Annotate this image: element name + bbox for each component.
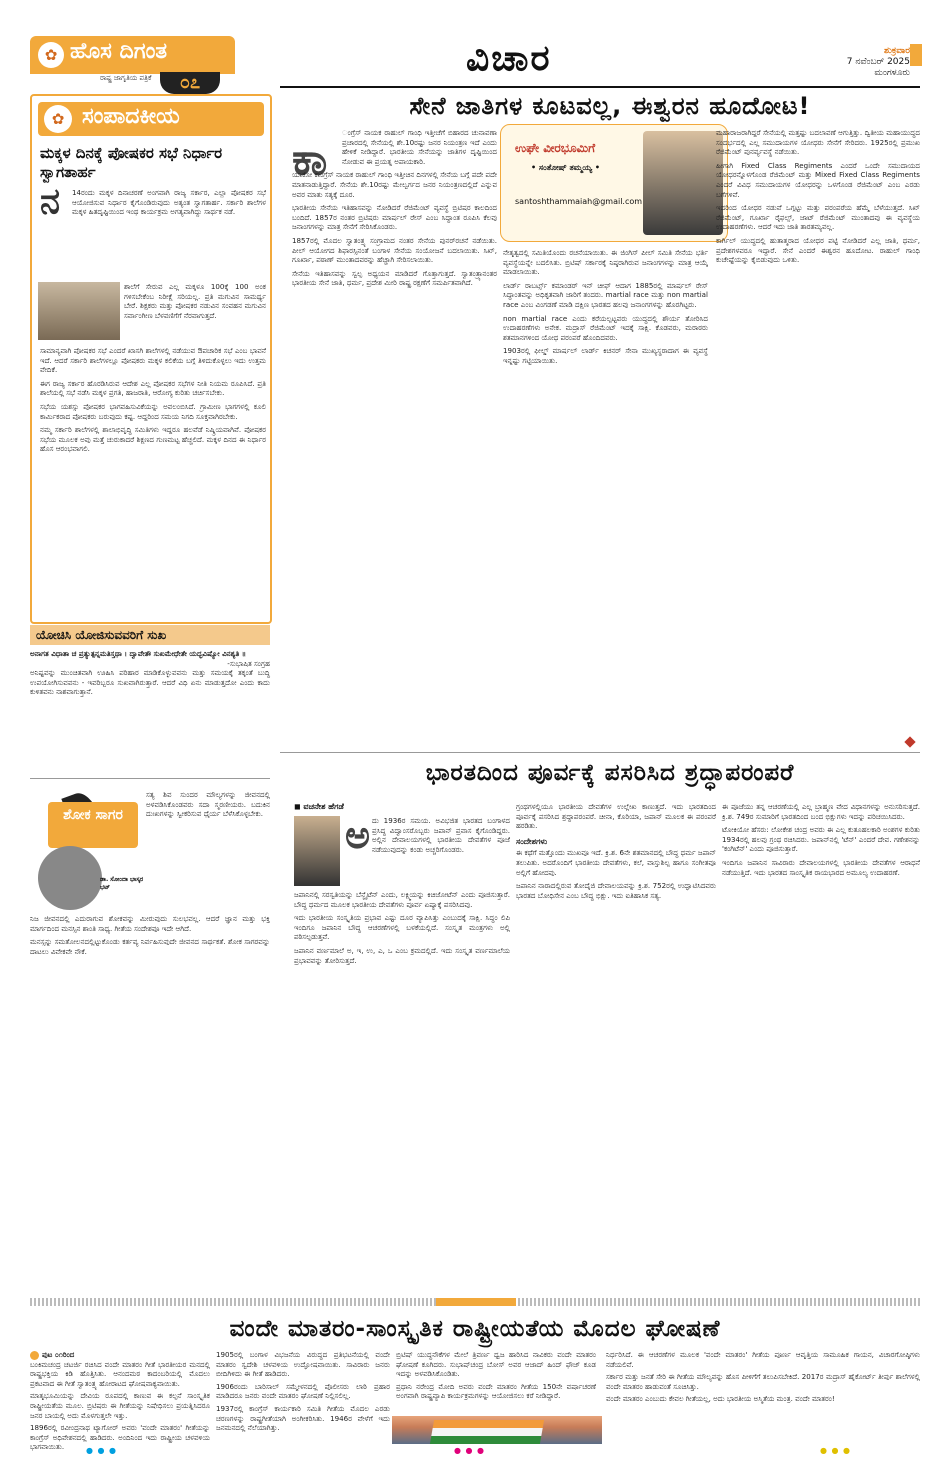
article3-lead: ಪುಟ ೦೧ರಿಂದ — [42, 1350, 75, 1359]
shoka-para: ಸತ್ಯ ಶಿವ ಸುಂದರ ಮೌಲ್ಯಗಳನ್ನು ಜೀವನದಲ್ಲಿ ಅಳವಡಿಸಿಕೊಂಡವರು ಸದಾ ಸ್ಮರಣೀಯರು. ಬದುಕಿನ ದುಃಖಗಳನ್ನು ಸ್ವೀಕರಿಸುವ ಧೈರ್ಯ ಬೆಳೆಸಿಕೊಳ್ಳಬೇಕು. — [146, 790, 270, 819]
article1-para: ಯಾಕೋ ಕಾಂಗ್ರೆಸ್ ನಾಯಕ ರಾಹುಲ್ ಗಾಂಧಿ ಇತ್ತೀಚಿನ ದಿನಗಳಲ್ಲಿ ಸೇನೆಯ ಬಗ್ಗೆ ಪದೇ ಪದೇ ಮಾತನಾಡುತ್ತಿದ್ದಾರೆ. ಸೇನೆಯ ಶೇ.10ರಷ್ಟು ಮೇಲ್ವರ್ಗದ ಜನರ ನಿಯಂತ್ರಣದಲ್ಲಿದೆ ಎನ್ನುವ ಅವರ ಮಾತು ಸತ್ಯಕ್ಕೆ ದೂರ. — [292, 170, 497, 199]
article1-para: ಹೀಗಾಗಿ Fixed Class Regiments ಎಂದರೆ ಒಂದೇ ಸಮುದಾಯದ ಯೋಧರನ್ನೊಳಗೊಂಡ ರೆಜಿಮೆಂಟ್ ಮತ್ತು Mixed Fixed Class Regiments ಎಂದರೆ ವಿವಿಧ ಸಮುದಾಯಗಳ ಯೋಧರನ್ನು ಒಳಗೊಂಡ ರೆಜಿಮೆಂಟ್ ಎಂಬ ಎರಡು ಬಗೆಗಳಿವೆ. — [716, 160, 920, 199]
article3-para: ಬಂಕಿಮಚಂದ್ರ ಚಟರ್ಜಿ ರಚಿಸಿದ ವಂದೇ ಮಾತರಂ ಗೀತೆ ಭಾರತೀಯರ ಮನದಲ್ಲಿ ರಾಷ್ಟ್ರಭಕ್ತಿಯ ಕಿಡಿ ಹೊತ್ತಿಸಿತು. ಆನಂದಮಠ ಕಾದಂಬರಿಯಲ್ಲಿ ಮೊದಲು ಪ್ರಕಟವಾದ ಈ ಗೀತೆ ಸ್ವಾತಂತ್ರ್ಯ ಹೋರಾಟದ ಘೋಷವಾಕ್ಯವಾಯಿತು. — [30, 1359, 210, 1388]
shoka-body — [30, 914, 270, 1292]
article2-col1 — [294, 890, 510, 1288]
article1-headline: ಸೇನೆ ಜಾತಿಗಳ ಕೂಟವಲ್ಲ, ಈಶ್ವರನ ಹೂದೋಟ! — [409, 92, 811, 120]
article3-col1 — [30, 1350, 210, 1452]
article2-para: ಟೋಕಿಯೋ ಹೆಸರು: ಲೋಕೇಶ ಚಂದ್ರ ಅವರು ಈ ಎಲ್ಲ ಕುತೂಹಲಕಾರಿ ಅಂಶಗಳ ಕುರಿತು 1934ರಲ್ಲಿ ಹಲವು ಗ್ರಂಥ ರಚಿಸಿದರು. ಜಪಾನ್‌ನಲ್ಲಿ 'ಟೆನ್' ಎಂದರೆ ದೇವ. ಗಣೇಶನನ್ನು 'ಕಂಗಿಟೆನ್' ಎಂದು ಪೂಜಿಸುತ್ತಾರೆ. — [722, 825, 920, 854]
article2-para: ಇದು ಭಾರತೀಯ ಸಂಸ್ಕೃತಿಯ ಪ್ರಭಾವ ಎಷ್ಟು ದೂರ ವ್ಯಾಪಿಸಿತ್ತು ಎಂಬುದಕ್ಕೆ ಸಾಕ್ಷಿ. ಸಿದ್ಧಂ ಲಿಪಿ ಇಂದಿಗೂ ಜಪಾನಿನ ಬೌದ್ಧ ಆಚರಣೆಗಳಲ್ಲಿ ಬಳಕೆಯಲ್ಲಿದೆ. ಸಂಸ್ಕೃತ ಮಂತ್ರಗಳು ಅಲ್ಲಿ ಪಠಿಸಲ್ಪಡುತ್ತವೆ. — [294, 913, 510, 942]
quote-box — [30, 625, 270, 760]
masthead-title: ಹೊಸ ದಿಗಂತ — [70, 39, 168, 64]
page-number: ೦೭ — [160, 72, 220, 94]
shoka-para: ಮನಸ್ಸನ್ನು ಸಮತೋಲನದಲ್ಲಿಟ್ಟುಕೊಂಡು ಕರ್ತವ್ಯ ನಿರ್ವಹಿಸುವುದೇ ಜೀವನದ ಸಾರ್ಥಕತೆ. ಶೋಕ ಸಾಗರವನ್ನು ದಾಟಲು ವಿವೇಕವೇ ನೌಕೆ. — [30, 937, 270, 956]
article1-dropcap: ಕಾ — [292, 134, 328, 185]
article2-dropcap: ಅ — [345, 813, 371, 857]
article1-para: ಸೇನೆಯ ಇತಿಹಾಸವನ್ನು ಸ್ವಲ್ಪ ಅಧ್ಯಯನ ಮಾಡಿದರೆ ಗೊತ್ತಾಗುತ್ತದೆ. ಸ್ವಾತಂತ್ರ್ಯಾನಂತರ ಭಾರತೀಯ ಸೇನೆ ಜಾತಿ, ಧರ್ಮ, ಪ್ರದೇಶ ಮೀರಿ ರಾಷ್ಟ್ರ ರಕ್ಷಣೆಗೆ ಸಮರ್ಪಿತವಾಗಿದೆ. — [292, 268, 497, 288]
article2-col2 — [516, 802, 716, 1288]
article1-col1 — [292, 128, 497, 748]
quote-verse: ಅನಾಗತ ವಿಧಾತಾ ಚ ಪ್ರತ್ಯುತ್ಪನ್ನಮತಿಸ್ತಥಾ । ದ್ವಾವೇತೌ ಸುಖಮೇಧೇತೇ ಯದ್ಭವಿಷ್ಯೋ ವಿನಶ್ಯತಿ ॥ — [30, 649, 247, 658]
article3-para: ಸರ್ಕಾರ ಮತ್ತು ಜನತೆ ಸೇರಿ ಈ ಗೀತೆಯ ಮೌಲ್ಯವನ್ನು ಹೊಸ ಪೀಳಿಗೆಗೆ ತಲುಪಿಸಬೇಕಿದೆ. 2017ರ ಮದ್ರಾಸ್ ಹೈಕೋರ್ಟ್ ತೀರ್ಪು ಶಾಲೆಗಳಲ್ಲಿ ವಂದೇ ಮಾತರಂ ಹಾಡುವಂತೆ ಸೂಚಿಸಿತ್ತು. — [606, 1372, 920, 1391]
date-city: ಮಂಗಳೂರು — [874, 68, 910, 78]
article1-col2 — [503, 248, 708, 748]
article2-headline: ಭಾರತದಿಂದ ಪೂರ್ವಕ್ಕೆ ಪಸರಿಸಿದ ಶ್ರದ್ಧಾಪರಂಪರೆ — [425, 760, 795, 786]
editorial-para: 14ರಂದು ಮಕ್ಕಳ ದಿನಾಚರಣೆ ಅಂಗವಾಗಿ ರಾಜ್ಯ ಸರ್ಕಾರ, ಎಲ್ಲಾ ಪೋಷಕರ ಸಭೆ ಆಯೋಜಿಸುವ ನಿರ್ಧಾರ ಕೈಗೊಂಡಿರುವುದು ಅತ್ಯಂತ ಸ್ವಾಗತಾರ್ಹ. ಸರ್ಕಾರಿ ಶಾಲೆಗಳ ಮಕ್ಕಳ ಹಿತದೃಷ್ಟಿಯಿಂದ ಇಂಥ ಕಾರ್ಯಕ್ರಮ ಅಗತ್ಯವಾಗಿದ್ದು ಸಾರ್ಥಕ ನಡೆ. — [72, 188, 266, 217]
lamp-logo-icon: ✿ — [44, 105, 72, 133]
editorial-side-text — [124, 282, 266, 342]
article1-para: ಲಾರ್ಡ್ ರಾಬರ್ಟ್ಸ್ ಕಮಾಂಡರ್ ಇನ್ ಚೀಫ್ ಆದಾಗ 1885ರಲ್ಲಿ ಮಾರ್ಷಲ್ ರೇಸ್ ಸಿದ್ಧಾಂತವನ್ನು ಅಧಿಕೃತವಾಗಿ ಜಾರಿಗೆ ತಂದರು. martial race ಮತ್ತು non martial race ಎಂಬ ವಿಂಗಡಣೆ ಮಾಡಿ ದಕ್ಷಿಣ ಭಾರತದ ಹಲವು ಜನಾಂಗಗಳನ್ನು ಹೊರಗಿಟ್ಟರು. — [503, 280, 708, 309]
article3-para: ಬ್ರಿಟಿಷ್ ಯುದ್ಧನೌಕೆಗಳ ಮೇಲೆ ತ್ರಿವರ್ಣ ಧ್ವಜ ಹಾರಿಸಿದ ನಾವಿಕರು ವಂದೇ ಮಾತರಂ ಘೋಷಣೆ ಕೂಗಿದರು. ಸುಭಾಷ್‌ಚಂದ್ರ ಬೋಸ್ ಅವರ ಆಜಾದ್ ಹಿಂದ್ ಫೌಜ್ ಕೂಡ ಇದನ್ನು ಅಳವಡಿಸಿಕೊಂಡಿತು. — [396, 1350, 596, 1379]
divider — [30, 778, 270, 779]
article3-para: ಮಾತೃಭೂಮಿಯನ್ನು ದೇವಿಯ ರೂಪದಲ್ಲಿ ಕಾಣುವ ಈ ಕಲ್ಪನೆ ಸಾಂಸ್ಕೃತಿಕ ರಾಷ್ಟ್ರೀಯತೆಯ ಮೂಲ. ಬ್ರಿಟಿಷರು ಈ ಗೀತೆಯನ್ನು ನಿಷೇಧಿಸಲು ಪ್ರಯತ್ನಿಸಿದರೂ ಜನರ ಬಾಯಲ್ಲಿ ಅದು ಮೊಳಗುತ್ತಲೇ ಇತ್ತು. — [30, 1391, 210, 1420]
column-name: ಉಘೇ ವೀರಭೂಮಿಗೆ — [515, 141, 596, 155]
quote-body — [30, 649, 270, 759]
article1-para: non martial race ಎಂದು ಕರೆಯಲ್ಪಟ್ಟವರು ಯುದ್ಧದಲ್ಲಿ ಶೌರ್ಯ ತೋರಿಸಿದ ಉದಾಹರಣೆಗಳು ಅನೇಕ. ಮದ್ರಾಸ್ ರೆಜಿಮೆಂಟ್ ಇದಕ್ಕೆ ಸಾಕ್ಷಿ. ಕೊಡವರು, ಮರಾಠರು ಶತಮಾನಗಳಿಂದ ಯೋಧ ಪರಂಪರೆ ಹೊಂದಿದವರು. — [503, 313, 708, 342]
article3-para: 1905ರಲ್ಲಿ ಬಂಗಾಳ ವಿಭಜನೆಯ ವಿರುದ್ಧದ ಪ್ರತಿಭಟನೆಯಲ್ಲಿ ವಂದೇ ಮಾತರಂ ಸ್ವದೇಶಿ ಚಳವಳಿಯ ಉದ್ಘೋಷವಾಯಿತು. ಸಾವಿರಾರು ಜನರು ಬೀದಿಗಿಳಿದು ಈ ಗೀತೆ ಹಾಡಿದರು. — [216, 1350, 390, 1379]
shoka-author: ಡಾ. ಸೋಂದಾ ಭಾಸ್ಕರ ಭಟ್ — [100, 876, 144, 891]
article2-para: ಈ ಪೂಜೆಯು ತನ್ನ ಆಚರಣೆಯಲ್ಲಿ ಎಲ್ಲ ಬ್ರಾಹ್ಮಣ ವೇದ ವಿಧಾನಗಳನ್ನು ಅನುಸರಿಸುತ್ತದೆ. ಕ್ರಿ.ಶ. 749ರ ಸುಮಾರಿಗೆ ಭಾರತದಿಂದ ಬಂದ ಭಿಕ್ಷುಗಳು ಇದನ್ನು ಪರಿಚಯಿಸಿದರು. — [722, 802, 920, 821]
article3-para: 1896ರಲ್ಲಿ ರವೀಂದ್ರನಾಥ ಟ್ಯಾಗೋರ್ ಅವರು 'ವಂದೇ ಮಾತರಂ' ಗೀತೆಯನ್ನು ಕಾಂಗ್ರೆಸ್ ಅಧಿವೇಶನದಲ್ಲಿ ಹಾಡಿದರು. ಅಂದಿನಿಂದ ಇದು ರಾಷ್ಟ್ರೀಯ ಚಳವಳಿಯ ಭಾಗವಾಯಿತು. — [30, 1423, 210, 1452]
shoka-column — [30, 790, 144, 910]
article3-para: 1937ರಲ್ಲಿ ಕಾಂಗ್ರೆಸ್ ಕಾರ್ಯಕಾರಿ ಸಮಿತಿ ಗೀತೆಯ ಮೊದಲ ಎರಡು ಚರಣಗಳನ್ನು ರಾಷ್ಟ್ರಗೀತೆಯಾಗಿ ಅಂಗೀಕರಿಸಿತು. 1946ರ ವೇಳೆಗೆ ಇದು ಜನಮನದಲ್ಲಿ ನೆಲೆಯಾಗಿತ್ತು. — [216, 1403, 390, 1433]
columnist-card — [500, 124, 728, 242]
lamp-logo-icon: ✿ — [38, 42, 64, 68]
editorial-para: ಸಭೆಯ ಯಶಸ್ಸು ಪೋಷಕರ ಭಾಗವಹಿಸುವಿಕೆಯನ್ನು ಅವಲಂಬಿಸಿದೆ. ಗ್ರಾಮೀಣ ಭಾಗಗಳಲ್ಲಿ ಕೂಲಿ ಕಾರ್ಮಿಕರಾದ ಪೋಷಕರು ಬರುವುದು ಕಷ್ಟ. ಆದ್ದರಿಂದ ಸಮಯ ನಿಗದಿ ಸೂಕ್ತವಾಗಿರಬೇಕು. — [40, 401, 266, 421]
editorial-title: ಮಕ್ಕಳ ದಿನಕ್ಕೆ ಪೋಷಕರ ಸಭೆ ನಿರ್ಧಾರ ಸ್ವಾಗತಾರ್ಹ — [40, 144, 223, 181]
article1-para: ಂಗ್ರೆಸ್ ನಾಯಕ ರಾಹುಲ್ ಗಾಂಧಿ ಇತ್ತೀಚೆಗೆ ಬಿಹಾರದ ಚುನಾವಣಾ ಪ್ರಚಾರದಲ್ಲಿ ಸೇನೆಯಲ್ಲಿ ಶೇ.10ರಷ್ಟು ಜನರ ನಿಯಂತ್ರಣ ಇದೆ ಎಂದು ಹೇಳಿಕೆ ನೀಡಿದ್ದಾರೆ. ಭಾರತೀಯ ಸೇನೆಯನ್ನು ಜಾತಿಗಳ ದೃಷ್ಟಿಯಿಂದ ನೋಡುವ ಈ ಪ್ರಯತ್ನ ಅಪಾಯಕಾರಿ. — [342, 128, 497, 166]
shoka-label: ಶೋಕ ಸಾಗರ — [48, 802, 138, 848]
quote-source: -ಸುಭಾಷಿತ ಸಂಗ್ರಹ — [227, 658, 270, 668]
article2-col3 — [722, 802, 920, 1288]
date-day: ಶುಕ್ರವಾರ — [884, 46, 910, 56]
header-rule — [280, 86, 920, 88]
registration-mark-icon: ● ● ● — [454, 1446, 486, 1455]
article3-headline: ವಂದೇ ಮಾತರಂ-ಸಾಂಸ್ಕೃತಿಕ ರಾಷ್ಟ್ರೀಯತೆಯ ಮೊದಲ ಘೋಷಣೆ — [229, 1316, 721, 1342]
article3-para — [30, 1350, 210, 1360]
article3-para: 1906ರಂದು ಬಾರಿಸಾಲ್ ಸಮ್ಮೇಳನದಲ್ಲಿ ಪೊಲೀಸರು ಲಾಠಿ ಪ್ರಹಾರ ಮಾಡಿದರೂ ಜನರು ವಂದೇ ಮಾತರಂ ಘೋಷಣೆ ನಿಲ್ಲಿಸಲಿಲ್ಲ. — [216, 1381, 390, 1401]
date-box — [800, 46, 910, 79]
article3-para: ಪ್ರಧಾನಿ ನರೇಂದ್ರ ಮೋದಿ ಅವರು ವಂದೇ ಮಾತರಂ ಗೀತೆಯ 150ನೇ ವರ್ಷಾಚರಣೆ ಅಂಗವಾಗಿ ರಾಷ್ಟ್ರವ್ಯಾಪಿ ಕಾರ್ಯಕ್ರಮಗಳನ್ನು ಆಯೋಜಿಸಲು ಕರೆ ನೀಡಿದ್ದಾರೆ. — [396, 1381, 596, 1401]
article2-para: ಇಂದಿಗೂ ಜಪಾನಿನ ಸಾವಿರಾರು ದೇವಾಲಯಗಳಲ್ಲಿ ಭಾರತೀಯ ದೇವತೆಗಳ ಆರಾಧನೆ ನಡೆಯುತ್ತಿದೆ. ಇದು ಭಾರತದ ಸಾಂಸ್ಕೃತಿಕ ರಾಯಭಾರದ ಅಮೂಲ್ಯ ಉದಾಹರಣೆ. — [722, 857, 920, 877]
article2-para: ದು 1936ರ ಸಮಯ. ಅವಿಭಜಿತ ಭಾರತದ ಬಂಗಾಳದ ಪ್ರಸಿದ್ಧ ವಿದ್ವಾಂಸರೊಬ್ಬರು ಜಪಾನ್ ಪ್ರವಾಸ ಕೈಗೊಂಡಿದ್ದರು. ಅಲ್ಲಿನ ದೇವಾಲಯಗಳಲ್ಲಿ ಭಾರತೀಯ ದೇವತೆಗಳ ಪೂಜೆ ನಡೆಯುವುದನ್ನು ಕಂಡು ಅಚ್ಚರಿಗೊಂಡರು. — [372, 816, 510, 854]
article2-author-photo — [294, 816, 340, 886]
shoka-side-text — [146, 790, 270, 908]
editorial-intro — [72, 188, 266, 278]
editorial-photo — [38, 282, 120, 340]
registration-mark-icon: ● ● ● — [820, 1446, 852, 1455]
bullet-icon — [30, 1351, 39, 1360]
article2-para: ಜಪಾನಿನಲ್ಲಿ ಸರಸ್ವತಿಯನ್ನು ಬೆನ್ಜೈಟೆನ್ ಎಂದು, ಲಕ್ಷ್ಮಿಯನ್ನು ಕಿಚಿಜೋಟೆನ್ ಎಂದು ಪೂಜಿಸುತ್ತಾರೆ. ಬೌದ್ಧ ಧರ್ಮದ ಮೂಲಕ ಭಾರತೀಯ ದೇವತೆಗಳು ಪೂರ್ವ ಏಷ್ಯಾಕ್ಕೆ ಪಸರಿಸಿದವು. — [294, 890, 510, 909]
article3-col3 — [396, 1350, 596, 1412]
article3-para: ವಂದೇ ಮಾತರಂ ಎಂಬುದು ಕೇವಲ ಗೀತೆಯಲ್ಲ, ಅದು ಭಾರತೀಯ ಅಸ್ಮಿತೆಯ ಮಂತ್ರ. ವಂದೇ ಮಾತರಂ! — [606, 1394, 835, 1404]
article3-col4 — [606, 1350, 920, 1442]
editorial-dropcap: ನ — [40, 181, 61, 222]
article1-para: ನೇತೃತ್ವದಲ್ಲಿ ಸಮಿತಿಯೊಂದು ರಚನೆಯಾಯಿತು. ಈ ಜಿಂಗಿಸ್ ಪೀಲ್ ಸಮಿತಿ ಸೇನೆಯ ಭರ್ತಿ ವ್ಯವಸ್ಥೆಯನ್ನೇ ಬದಲಿಸಿತು. ಬ್ರಿಟಿಷ್ ಸರ್ಕಾರಕ್ಕೆ ನಿಷ್ಠರಾಗಿರುವ ಜನಾಂಗಗಳನ್ನು ಮಾತ್ರ ಆಯ್ಕೆ ಮಾಡಲಾಯಿತು. — [503, 248, 708, 277]
article1-para: 1903ರಲ್ಲಿ ಫೀಲ್ಡ್ ಮಾರ್ಷಲ್ ಲಾರ್ಡ್ ಕಿಚನರ್ ಸೇನಾ ಮುಖ್ಯಸ್ಥರಾದಾಗ ಈ ವ್ಯವಸ್ಥೆ ಇನ್ನಷ್ಟು ಗಟ್ಟಿಯಾಯಿತು. — [503, 346, 708, 365]
article2-para: ಜಪಾನಿನ ನಾರಾದಲ್ಲಿರುವ ತೋದೈಜಿ ದೇವಾಲಯವನ್ನು ಕ್ರಿ.ಶ. 752ರಲ್ಲಿ ಉದ್ಘಾಟಿಸಿದವರು ಭಾರತದ ಬೋಧಿಸೇನ ಎಂಬ ಬೌದ್ಧ ಭಿಕ್ಷು. ಇದು ಐತಿಹಾಸಿಕ ಸತ್ಯ. — [516, 881, 716, 900]
editorial-para: ಸಾಮಾನ್ಯವಾಗಿ ಪೋಷಕರ ಸಭೆ ಎಂದರೆ ಖಾಸಗಿ ಶಾಲೆಗಳಲ್ಲಿ ನಡೆಯುವ ಔಪಚಾರಿಕ ಸಭೆ ಎಂಬ ಭಾವನೆ ಇದೆ. ಆದರೆ ಸರ್ಕಾರಿ ಶಾಲೆಗಳಲ್ಲೂ ಪೋಷಕರು ಮಕ್ಕಳ ಕಲಿಕೆಯ ಬಗ್ಗೆ ತಿಳಿದುಕೊಳ್ಳಲು ಇದು ಉತ್ತಮ ವೇದಿಕೆ. — [40, 346, 266, 375]
article2-byline: ◼ ವಚನೇಶ ಹೆಗಡೆ — [294, 802, 344, 811]
masthead — [30, 36, 240, 94]
columnist-email[interactable]: santoshthammaiah@gmail.com — [515, 197, 643, 206]
quote-title: ಯೋಚಿಸಿ ಯೋಜಿಸುವವರಿಗೆ ಸುಖ — [30, 625, 270, 645]
section-divider-accent — [436, 1298, 516, 1306]
article1-para: ಭಾರತೀಯ ಸೇನೆಯ ಇತಿಹಾಸವನ್ನು ನೋಡಿದರೆ ರೆಜಿಮೆಂಟ್ ವ್ಯವಸ್ಥೆ ಬ್ರಿಟಿಷರ ಕಾಲದಿಂದ ಬಂದಿದೆ. 1857ರ ನಂತರ ಬ್ರಿಟಿಷರು ಮಾರ್ಷಲ್ ರೇಸ್ ಎಂಬ ಸಿದ್ಧಾಂತ ರೂಪಿಸಿ ಕೆಲವು ಜನಾಂಗಗಳನ್ನು ಮಾತ್ರ ಸೇನೆಗೆ ಸೇರಿಸಿಕೊಂಡರು. — [292, 203, 497, 232]
editorial-body — [40, 346, 266, 616]
article2-intro — [372, 816, 510, 884]
registration-mark-icon: ● ● ● — [86, 1446, 118, 1455]
editorial-box — [30, 94, 272, 624]
article3-para: ನಿರ್ಧರಿಸಿದೆ. ಈ ಆಚರಣೆಗಳ ಮೂಲಕ 'ವಂದೇ ಮಾತರಂ' ಗೀತೆಯ ಪೂರ್ಣ ಆವೃತ್ತಿಯ ಸಾಮೂಹಿಕ ಗಾಯನ, ವಿಚಾರಗೋಷ್ಠಿಗಳು ನಡೆಯಲಿವೆ. — [606, 1350, 920, 1369]
flag-icon — [430, 1420, 544, 1444]
masthead-tagline: ರಾಷ್ಟ್ರ ಜಾಗೃತಿಯ ಪತ್ರಿಕೆ — [100, 74, 152, 82]
indian-flag-image — [392, 1416, 602, 1444]
article2-para: ಈ ಕಥೆಗೆ ಮತ್ತೊಂದು ಮುಖವೂ ಇದೆ. ಕ್ರಿ.ಶ. 6ನೇ ಶತಮಾನದಲ್ಲಿ ಬೌದ್ಧ ಧರ್ಮ ಜಪಾನ್ ತಲುಪಿತು. ಅದರೊಂದಿಗೆ ಭಾರತೀಯ ದೇವತೆಗಳು, ಕಲೆ, ವಾಸ್ತುಶಿಲ್ಪ ಹಾಗೂ ಸಂಗೀತವೂ ಅಲ್ಲಿಗೆ ಹೋದವು. — [516, 848, 716, 877]
editorial-para: ಈಗ ರಾಜ್ಯ ಸರ್ಕಾರ ಹೊರಡಿಸಿರುವ ಆದೇಶ ಎಲ್ಲ ಪೋಷಕರ ಸಭೆಗಳ ನೀತಿ ನಿಯಮ ರೂಪಿಸಿದೆ. ಪ್ರತಿ ಶಾಲೆಯಲ್ಲಿ ಸಭೆ ನಡೆಸಿ ಮಕ್ಕಳ ಪ್ರಗತಿ, ಹಾಜರಾತಿ, ಆರೋಗ್ಯ ಕುರಿತು ಚರ್ಚಿಸಬೇಕು. — [40, 378, 266, 398]
article1-para: ಮಹಾರಾಜರಾಗಿದ್ದರೆ ಸೇನೆಯಲ್ಲಿ ಮತ್ತಷ್ಟು ಬದಲಾವಣೆ ಆಗುತ್ತಿತ್ತು. ದ್ವಿತೀಯ ಮಹಾಯುದ್ಧದ ಸಂದರ್ಭದಲ್ಲಿ ಎಲ್ಲ ಸಮುದಾಯಗಳ ಯೋಧರು ಸೇನೆಗೆ ಸೇರಿದರು. 1925ರಲ್ಲಿ ಪ್ರಮುಖ ರೆಜಿಮೆಂಟ್ ಪುನರ್ವ್ಯವಸ್ಥೆ ನಡೆಯಿತು. — [716, 128, 920, 157]
article1-para: 1857ರಲ್ಲಿ ಮೊದಲ ಸ್ವಾತಂತ್ರ್ಯ ಸಂಗ್ರಾಮದ ನಂತರ ಸೇನೆಯ ಪುನರ್‌ರಚನೆ ನಡೆಯಿತು. ಪೀಲ್ ಆಯೋಗದ ಶಿಫಾರಸ್ಸಿನಂತೆ ಬಂಗಾಳ ಸೇನೆಯ ಸಂಯೋಜನೆ ಬದಲಾಯಿತು. ಸಿಖ್, ಗೂರ್ಖಾ, ಪಠಾಣ್ ಮುಂತಾದವರನ್ನು ಹೆಚ್ಚಾಗಿ ಸೇರಿಸಲಾಯಿತು. — [292, 235, 497, 265]
article1-col3 — [716, 128, 920, 736]
editorial-label: ಸಂಪಾದಕೀಯ — [82, 104, 180, 129]
date-text: 7 ನವೆಂಬರ್ 2025 — [846, 57, 910, 67]
article1-para: ಇದರಿಂದ ಯೋಧರ ನಡುವೆ ಒಗ್ಗಟ್ಟು ಮತ್ತು ಪರಂಪರೆಯ ಹೆಮ್ಮೆ ಬೆಳೆಯುತ್ತದೆ. ಸಿಖ್ ರೆಜಿಮೆಂಟ್, ಗೂರ್ಖಾ ರೈಫಲ್ಸ್, ಜಾಟ್ ರೆಜಿಮೆಂಟ್ ಮುಂತಾದವು ಈ ವ್ಯವಸ್ಥೆಯ ಉದಾಹರಣೆಗಳು. ಆದರೆ ಇದು ಜಾತಿ ತಾರತಮ್ಯವಲ್ಲ. — [716, 203, 920, 232]
article2-para: ಗ್ರಂಥಗಳಲ್ಲಿಯೂ ಭಾರತೀಯ ದೇವತೆಗಳ ಉಲ್ಲೇಖ ಕಾಣುತ್ತದೆ. ಇದು ಭಾರತದಿಂದ ಪೂರ್ವಕ್ಕೆ ಪಸರಿಸಿದ ಶ್ರದ್ಧಾಪರಂಪರೆ. ಚೀನಾ, ಕೊರಿಯಾ, ಜಪಾನ್ ಮೂಲಕ ಈ ಪರಂಪರೆ ಹರಡಿತು. — [516, 802, 716, 831]
editorial-header — [38, 102, 264, 136]
section-title: ವಿಚಾರ — [466, 38, 552, 79]
article1-para: ಕಾರ್ಗಿಲ್ ಯುದ್ಧದಲ್ಲಿ ಹುತಾತ್ಮರಾದ ಯೋಧರ ಪಟ್ಟಿ ನೋಡಿದರೆ ಎಲ್ಲ ಜಾತಿ, ಧರ್ಮ, ಪ್ರದೇಶಗಳವರೂ ಇದ್ದಾರೆ. ಸೇನೆ ಎಂದರೆ ಈಶ್ವರನ ಹೂದೋಟ. ರಾಹುಲ್ ಗಾಂಧಿ ಕುಚೇಷ್ಟೆಯನ್ನು ಕೈಬಿಡುವುದು ಒಳಿತು. — [716, 235, 920, 265]
quote-explanation: ಅನಿಷ್ಟವನ್ನು ಮುಂಚಿತವಾಗಿ ಊಹಿಸಿ ಪರಿಹಾರ ಮಾಡಿಕೊಳ್ಳುವವನು ಮತ್ತು ಸಮಯಕ್ಕೆ ತಕ್ಕಂತೆ ಬುದ್ಧಿ ಉಪಯೋಗಿಸುವವನು - ಇವರಿಬ್ಬರೂ ಸುಖವಾಗಿರುತ್ತಾರೆ. ಆದರೆ ವಿಧಿ ಏನು ಮಾಡುತ್ತದೋ ಎಂದು ಕಾದು ಕುಳಿತವನು ನಾಶವಾಗುತ್ತಾನೆ. — [30, 668, 270, 697]
columnist-photo — [643, 131, 723, 235]
shoka-para: ನಿಜ ಜೀವನದಲ್ಲಿ ಎದುರಾಗುವ ಶೋಕವನ್ನು ಮೀರುವುದು ಸುಲಭವಲ್ಲ. ಆದರೆ ಜ್ಞಾನ ಮತ್ತು ಭಕ್ತಿ ಮಾರ್ಗದಿಂದ ಮನಸ್ಸಿನ ಶಾಂತಿ ಸಾಧ್ಯ. ಗೀತೆಯ ಸಂದೇಶವೂ ಇದೇ ಆಗಿದೆ. — [30, 914, 270, 933]
article2-subheading: ಸಂದೇಶಗಳು — [516, 836, 548, 846]
divider — [280, 752, 920, 753]
article2-para: ಜಪಾನಿನ ವರ್ಣಮಾಲೆ ಅ, ಇ, ಉ, ಎ, ಒ ಎಂಬ ಕ್ರಮದಲ್ಲಿದೆ. ಇದು ಸಂಸ್ಕೃತ ವರ್ಣಮಾಲೆಯ ಪ್ರಭಾವವನ್ನು ತೋರಿಸುತ್ತದೆ. — [294, 945, 510, 965]
article3-col2 — [216, 1350, 390, 1442]
editorial-para: ನಮ್ಮ ಸರ್ಕಾರಿ ಶಾಲೆಗಳಲ್ಲಿ ಶಾಲಾಭಿವೃದ್ಧಿ ಸಮಿತಿಗಳು ಇದ್ದರೂ ಹಲವೆಡೆ ನಿಷ್ಕ್ರಿಯವಾಗಿವೆ. ಪೋಷಕರ ಸಭೆಯ ಮೂಲಕ ಅವು ಮತ್ತೆ ಚುರುಕಾದರೆ ಶಿಕ್ಷಣದ ಗುಣಮಟ್ಟ ಹೆಚ್ಚಲಿದೆ. ಮಕ್ಕಳ ದಿನದ ಈ ನಿರ್ಧಾರ ಹೊಸ ಆರಂಭವಾಗಲಿ. — [40, 425, 266, 454]
author-photo — [38, 846, 102, 910]
end-mark-icon — [904, 736, 915, 747]
editorial-para: ಶಾಲೆಗೆ ಸೇರುವ ಎಲ್ಲ ಮಕ್ಕಳೂ 100ಕ್ಕೆ 100 ಅಂಕ ಗಳಿಸಬೇಕೆಂಬ ನಿರೀಕ್ಷೆ ಸರಿಯಲ್ಲ. ಪ್ರತಿ ಮಗುವಿನ ಸಾಮರ್ಥ್ಯ ಬೇರೆ. ಶಿಕ್ಷಕರು ಮತ್ತು ಪೋಷಕರ ನಡುವಿನ ಸಂವಹನ ಮಗುವಿನ ಸರ್ವಾಂಗೀಣ ಬೆಳವಣಿಗೆಗೆ ನೆರವಾಗುತ್ತದೆ. — [124, 282, 266, 320]
edge-strip — [910, 44, 922, 66]
columnist-name: • ಸಂತೋಷ್ ತಮ್ಮಯ್ಯ • — [531, 163, 600, 172]
